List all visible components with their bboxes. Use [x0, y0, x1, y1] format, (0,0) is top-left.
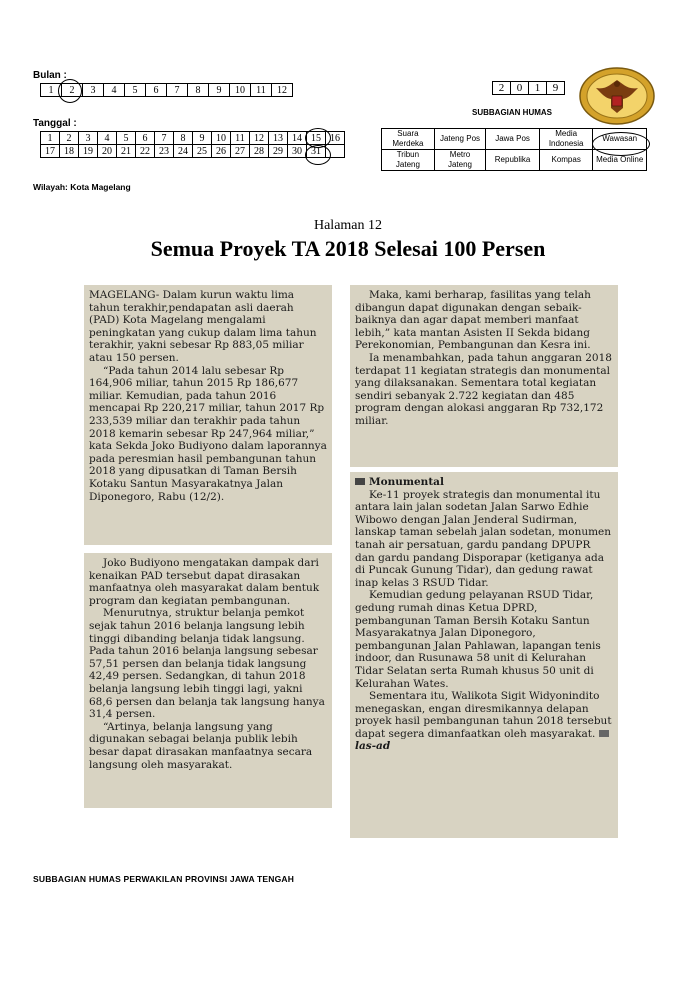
media-row1-cell: Media Indonesia [539, 129, 593, 150]
dates-row1-cell: 10 [212, 132, 231, 145]
dates-row2-cell: 19 [79, 145, 98, 158]
dates-row2-cell: 25 [193, 145, 212, 158]
media-row2-cell: Republika [486, 150, 540, 171]
dates-row1-cell: 12 [250, 132, 269, 145]
media-row2-cell: Kompas [539, 150, 593, 171]
clip-col2-bottom [350, 472, 618, 838]
dates-row2-cell: 21 [117, 145, 136, 158]
paragraph: “Artinya, belanja langsung yang digunakan sebagai belanja publik lebih besar dapat dirasakan manfaatnya secara langsung oleh masyarakat. [89, 720, 313, 771]
dates-row2-cell: 28 [250, 145, 269, 158]
dates-row1-cell: 5 [117, 132, 136, 145]
months-cell: 6 [146, 84, 167, 97]
paragraph: MAGELANG- Dalam kurun waktu lima tahun terakhir,pendapatan asli daerah (PAD) Kota Magelang mengalami peningkatan yang cukup dalam lima tahun terakhir, yakni sebesar Rp 883,05 miliar atau 150 persen. [89, 289, 317, 364]
paragraph: Joko Budiyono mengatakan dampak dari kenaikan PAD tersebut dapat dirasakan manfaatnya oleh masyarakat dalam bentuk program dan kegiatan pembangunan. [89, 557, 320, 607]
dates-row1-cell: 1 [41, 132, 60, 145]
dates-row2-cell: 17 [41, 145, 60, 158]
media-row2-cell: Tribun Jateng [382, 150, 435, 171]
tanggal-label: Tanggal : [33, 118, 77, 129]
dates-row1-cell: 13 [269, 132, 288, 145]
paragraph: Ia menambahkan, pada tahun anggaran 2018 terdapat 11 kegiatan strategis dan monumental yang dilaksanakan. Sementara total kegiatan sendiri sebanyak 2.722 kegiatan dan 485 program dengan alokasi anggaran Rp 732,172 miliar. [355, 351, 612, 427]
page-number: Halaman 12 [313, 218, 383, 233]
months-cell: 11 [251, 84, 272, 97]
paragraph: Kemudian gedung pelayanan RSUD Tidar, gedung rumah dinas Ketua DPRD, pembangunan Taman Bersih Kotaku Santun Masyarakatnya Jalan Diponegoro, pembangunan Jalan Pahlawan, lapangan tenis indoor, dan Rusunawa 58 unit di Kelurahan Tidar Selatan serta Rumah khusus 50 unit di Kelurahan Wates. [355, 589, 601, 690]
months-cell: 5 [125, 84, 146, 97]
subbagian-humas-label: SUBBAGIAN HUMAS [472, 108, 552, 117]
year-digits-cell: 0 [511, 82, 529, 95]
months-cell: 2 [62, 84, 83, 97]
dates-row1-cell: 4 [98, 132, 117, 145]
media-row1-cell: Wawasan [593, 129, 647, 150]
media-row1-cell: Suara Merdeka [382, 129, 435, 150]
dates-row2-cell: 22 [136, 145, 155, 158]
section-marker-icon [355, 478, 365, 485]
media-row2-cell: Metro Jateng [434, 150, 485, 171]
media-row1-cell: Jawa Pos [486, 129, 540, 150]
dates-row1-cell: 8 [174, 132, 193, 145]
paragraph-with-byline: Sementara itu, Walikota Sigit Widyonindito menegaskan, engan diresmikannya delapan proyek hasil pembangunan tahun 2018 tersebut dapat segera dimanfaatkan oleh masyarakat. las-ad [355, 690, 612, 753]
selected-media-circle [592, 132, 650, 156]
clip-col2-top [350, 285, 618, 467]
months-cell: 3 [83, 84, 104, 97]
months-cell: 9 [209, 84, 230, 97]
months-cell: 7 [167, 84, 188, 97]
dates-row1-cell: 16 [326, 132, 345, 145]
subheading-monumental: Monumental [355, 476, 613, 489]
months-cell: 4 [104, 84, 125, 97]
dates-row2-cell: 20 [98, 145, 117, 158]
year-digits-cell: 9 [547, 82, 565, 95]
dates-row2-cell: 26 [212, 145, 231, 158]
selected-month-circle [58, 79, 82, 103]
byline: las-ad [355, 740, 391, 753]
year-digits-cell: 1 [529, 82, 547, 95]
dates-row1-cell: 6 [136, 132, 155, 145]
clip-col1-top [84, 285, 332, 545]
media-row1-cell: Jateng Pos [434, 129, 485, 150]
selected-date-circle-30 [305, 145, 331, 165]
dates-row2-cell: 18 [60, 145, 79, 158]
article-title: Semua Proyek TA 2018 Selesai 100 Persen [150, 236, 546, 261]
months-cell: 1 [41, 84, 62, 97]
dates-row1-cell: 7 [155, 132, 174, 145]
dates-row1-cell: 9 [193, 132, 212, 145]
dates-row1-cell: 11 [231, 132, 250, 145]
wilayah-label: Wilayah: Kota Magelang [33, 182, 131, 192]
paragraph: Maka, kami berharap, fasilitas yang telah dibangun dapat digunakan dengan sebaik-baiknya dan agar dapat memberi manfaat lebih,” kata mantan Asisten II Sekda bidang Perekonomian, Pembangunan dan Kesra ini. [355, 289, 591, 352]
dates-row2-cell: 31 [307, 145, 326, 158]
dates-row1-cell: 3 [79, 132, 98, 145]
year-grid [492, 81, 565, 95]
paragraph: “Pada tahun 2014 lalu sebesar Rp 164,906 miliar, tahun 2015 Rp 186,677 miliar. Kemudian, pada tahun 2016 mencapai Rp 220,217 miliar, tahun 2017 Rp 233,539 miliar dan terakhir pada tahun 2018 kemarin sebesar Rp 247,964 miliar,” kata Sekda Joko Budiyono dalam laporannya pada peresmian hasil pembangunan tahun 2018 yang dipusatkan di Taman Bersih Kotaku Santun Masyarakatnya Jalan Diponegoro, Rabu (12/2). [89, 364, 327, 503]
dates-row2-cell: 30 [288, 145, 307, 158]
date-grid [40, 131, 345, 158]
clip-col1-bottom [84, 553, 332, 808]
months-cell: 8 [188, 84, 209, 97]
garuda-emblem-icon [578, 66, 656, 126]
dates-row1-cell: 2 [60, 132, 79, 145]
footer-unit: SUBBAGIAN HUMAS PERWAKILAN PROVINSI JAWA TENGAH [33, 874, 295, 884]
months-cell: 12 [272, 84, 293, 97]
year-digits-cell: 2 [493, 82, 511, 95]
end-marker-icon [599, 730, 609, 737]
dates-row2-cell: 24 [174, 145, 193, 158]
paragraph: Menurutnya, struktur belanja pemkot sejak tahun 2016 belanja langsung lebih tinggi dibanding belanja tidak langsung. Pada tahun 2016 belanja langsung sebesar 57,51 persen dan belanja tidak langsung 42,49 persen. Sedangkan, di tahun 2018 belanja langsung lebih tinggi lagi, yakni 68,6 persen dan belanja tak langsung hanya 31,4 persen. [89, 607, 325, 721]
dates-row2-cell: 23 [155, 145, 174, 158]
media-row2-cell: Media Online [593, 150, 647, 171]
dates-row2-cell: 27 [231, 145, 250, 158]
dates-row1-cell: 15 [307, 132, 326, 145]
paragraph: Ke-11 proyek strategis dan monumental itu antara lain jalan sodetan Jalan Sarwo Edhie Wibowo dengan Jalan Jenderal Sudirman, lanskap taman sebelah jalan sodetan, monumen tanah air persatuan, gardu pandang DPUPR dan gardu pandang Disporapar (ketiganya ada di Puncak Gunung Tidar), dan gedung rawat inap kelas 3 RSUD Tidar. [355, 488, 612, 589]
dates-row1-cell: 14 [288, 132, 307, 145]
dates-row2-cell: 29 [269, 145, 288, 158]
months-cell: 10 [230, 84, 251, 97]
bulan-label: Bulan : [33, 70, 67, 81]
